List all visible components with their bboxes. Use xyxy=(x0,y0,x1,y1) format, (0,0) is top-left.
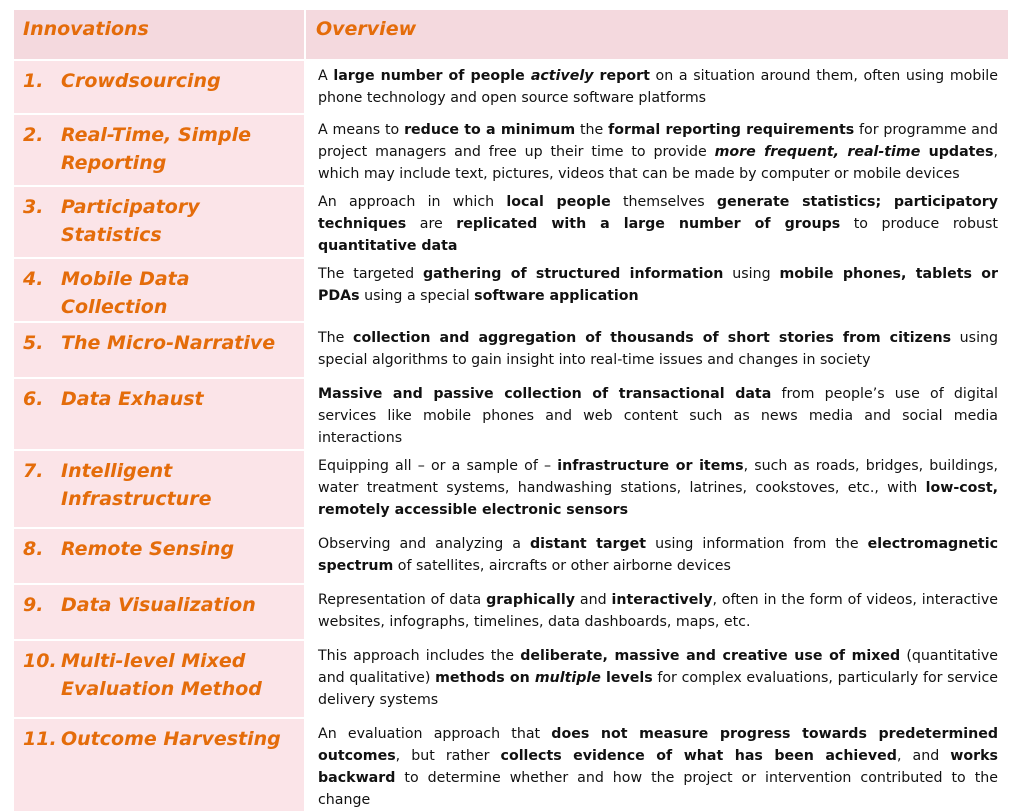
overview-segment: infrastructure or items xyxy=(557,458,744,474)
overview-cell xyxy=(305,60,1008,114)
innovation-number: 6. xyxy=(23,388,44,410)
overview-segment: Massive and passive collection of transactional data xyxy=(318,386,772,402)
overview-segment: methods on xyxy=(435,670,535,686)
innovations-table xyxy=(14,10,1008,811)
table-row xyxy=(14,114,1008,186)
overview-text xyxy=(306,187,1008,257)
overview-segment: local people xyxy=(506,194,611,210)
overview-cell xyxy=(305,258,1008,322)
overview-text xyxy=(306,529,1008,577)
overview-cell xyxy=(305,718,1008,811)
overview-segment: (quantitative and qualitative) xyxy=(318,648,999,686)
overview-segment: the xyxy=(575,122,609,138)
innovation-number: 3. xyxy=(23,196,44,218)
overview-text xyxy=(306,379,1008,449)
innovation-number: 11. xyxy=(23,728,57,750)
overview-segment: does not measure progress towards predetermined outcomes xyxy=(318,726,998,764)
overview-segment: , such as roads, bridges, buildings, water treatment systems, handwashing stations, latrines, cookstoves, etc., with xyxy=(318,458,998,496)
overview-segment: themselves xyxy=(610,194,717,210)
overview-text xyxy=(306,115,1008,185)
overview-text xyxy=(306,451,1008,521)
innovation-name: The Micro-Narrative xyxy=(61,332,276,354)
overview-segment: , but rather xyxy=(395,748,501,764)
overview-text xyxy=(306,259,1008,307)
innovation-number: 4. xyxy=(23,268,44,290)
overview-segment: using a special xyxy=(359,288,475,304)
overview-text xyxy=(306,641,1008,711)
overview-segment: replicated with a large number of groups xyxy=(456,216,841,232)
table-row xyxy=(14,258,1008,322)
innovation-name: Participatory Statistics xyxy=(61,196,200,246)
overview-cell xyxy=(305,450,1008,528)
overview-segment: to produce robust xyxy=(840,216,998,232)
innovation-number: 10. xyxy=(23,650,57,672)
overview-segment: distant target xyxy=(530,536,647,552)
innovation-number: 2. xyxy=(23,124,44,146)
innovation-name: Multi-level Mixed Evaluation Method xyxy=(61,650,262,700)
overview-segment: , which may include text, pictures, videos that can be made by computer or mobile devices xyxy=(318,144,999,182)
overview-segment: formal reporting requirements xyxy=(608,122,855,138)
innovation-name: Data Visualization xyxy=(61,594,256,616)
innovation-number: 5. xyxy=(23,332,44,354)
overview-text xyxy=(306,61,1008,109)
overview-segment: low-cost, remotely accessible electronic sensors xyxy=(318,480,998,518)
innovation-cell xyxy=(14,718,305,811)
overview-segment: A means to xyxy=(318,122,405,138)
overview-segment: quantitative data xyxy=(318,238,458,254)
overview-segment: actively xyxy=(530,68,594,84)
overview-cell xyxy=(305,528,1008,584)
table-row xyxy=(14,450,1008,528)
overview-cell xyxy=(305,114,1008,186)
overview-segment: collection and aggregation of thousands of short stories from citizens xyxy=(353,330,952,346)
overview-segment: of satellites, aircrafts or other airborne devices xyxy=(393,558,731,574)
overview-segment: electromagnetic spectrum xyxy=(318,536,998,574)
table-row xyxy=(14,640,1008,718)
overview-segment: , and xyxy=(896,748,951,764)
overview-text xyxy=(306,323,1008,371)
innovation-cell xyxy=(14,258,305,322)
overview-segment: to determine whether and how the project or intervention contributed to the change xyxy=(318,770,998,808)
overview-segment: for complex evaluations, particularly for service delivery systems xyxy=(318,670,998,708)
overview-cell xyxy=(305,322,1008,378)
innovation-name: Data Exhaust xyxy=(61,388,204,410)
overview-segment: are xyxy=(406,216,457,232)
overview-segment: This approach includes the xyxy=(318,648,521,664)
innovation-cell xyxy=(14,528,305,584)
overview-segment: deliberate, massive and creative use of mixed xyxy=(520,648,901,664)
innovation-number: 8. xyxy=(23,538,44,560)
overview-segment: gathering of structured information xyxy=(423,266,724,282)
overview-segment: and xyxy=(574,592,612,608)
innovation-name: Crowdsourcing xyxy=(61,70,221,92)
overview-segment: collects evidence of what has been achieved xyxy=(500,748,897,764)
overview-segment: works backward xyxy=(318,748,998,786)
overview-segment: more frequent, real-time xyxy=(714,144,921,160)
innovation-number: 9. xyxy=(23,594,44,616)
table-row xyxy=(14,718,1008,811)
overview-segment: The targeted xyxy=(318,266,424,282)
overview-segment: , often in the form of videos, interactive websites, infographs, timelines, data dashboards, maps, etc. xyxy=(318,592,998,630)
overview-segment: large number of people xyxy=(333,68,531,84)
table-row xyxy=(14,378,1008,450)
overview-cell xyxy=(305,584,1008,640)
overview-segment: for programme and project managers and free up their time to provide xyxy=(318,122,999,160)
innovation-cell xyxy=(14,60,305,114)
innovation-cell xyxy=(14,378,305,450)
innovation-name: Mobile Data Collection xyxy=(61,268,190,318)
overview-segment: report xyxy=(593,68,650,84)
innovation-cell xyxy=(14,322,305,378)
innovation-name: Remote Sensing xyxy=(61,538,235,560)
overview-segment: Equipping all – or a sample of – xyxy=(318,458,558,474)
overview-segment: levels xyxy=(600,670,653,686)
innovation-number: 1. xyxy=(23,70,44,92)
innovation-name: Outcome Harvesting xyxy=(61,728,281,750)
innovation-name: Intelligent Infrastructure xyxy=(61,460,212,510)
overview-segment: mobile phones, tablets or PDAs xyxy=(318,266,998,304)
header-innovations: Innovations xyxy=(14,10,305,60)
overview-text xyxy=(306,719,1008,811)
overview-segment: Observing and analyzing a xyxy=(318,536,531,552)
table-row xyxy=(14,186,1008,258)
innovation-cell xyxy=(14,450,305,528)
table-row xyxy=(14,528,1008,584)
overview-segment: multiple xyxy=(534,670,601,686)
innovation-cell xyxy=(14,584,305,640)
innovation-cell xyxy=(14,114,305,186)
overview-cell xyxy=(305,378,1008,450)
overview-segment: updates xyxy=(920,144,994,160)
overview-segment: using xyxy=(723,266,780,282)
overview-segment: graphically xyxy=(486,592,575,608)
overview-segment: An approach in which xyxy=(318,194,507,210)
innovation-cell xyxy=(14,640,305,718)
overview-segment: from people’s use of digital services like mobile phones and web content such as news media and social media interactions xyxy=(318,386,998,446)
overview-text xyxy=(306,585,1008,633)
table-row xyxy=(14,322,1008,378)
overview-cell xyxy=(305,186,1008,258)
table-row xyxy=(14,60,1008,114)
overview-segment: interactively xyxy=(611,592,713,608)
overview-segment: using information from the xyxy=(646,536,868,552)
overview-segment: The xyxy=(318,330,354,346)
header-overview: Overview xyxy=(305,10,1008,60)
overview-segment: software application xyxy=(474,288,639,304)
innovation-number: 7. xyxy=(23,460,44,482)
innovation-cell xyxy=(14,186,305,258)
overview-segment: reduce to a minimum xyxy=(404,122,576,138)
overview-segment: on a situation around them, often using mobile phone technology and open source software platforms xyxy=(318,68,998,106)
table-row xyxy=(14,584,1008,640)
overview-segment: A xyxy=(318,68,334,84)
overview-segment: generate statistics; participatory techniques xyxy=(318,194,998,232)
overview-segment: using special algorithms to gain insight into real-time issues and changes in society xyxy=(318,330,999,368)
overview-segment: Representation of data xyxy=(318,592,487,608)
innovation-name: Real-Time, Simple Reporting xyxy=(61,124,251,174)
overview-cell xyxy=(305,640,1008,718)
header-row xyxy=(14,10,1008,60)
overview-segment: An evaluation approach that xyxy=(318,726,552,742)
